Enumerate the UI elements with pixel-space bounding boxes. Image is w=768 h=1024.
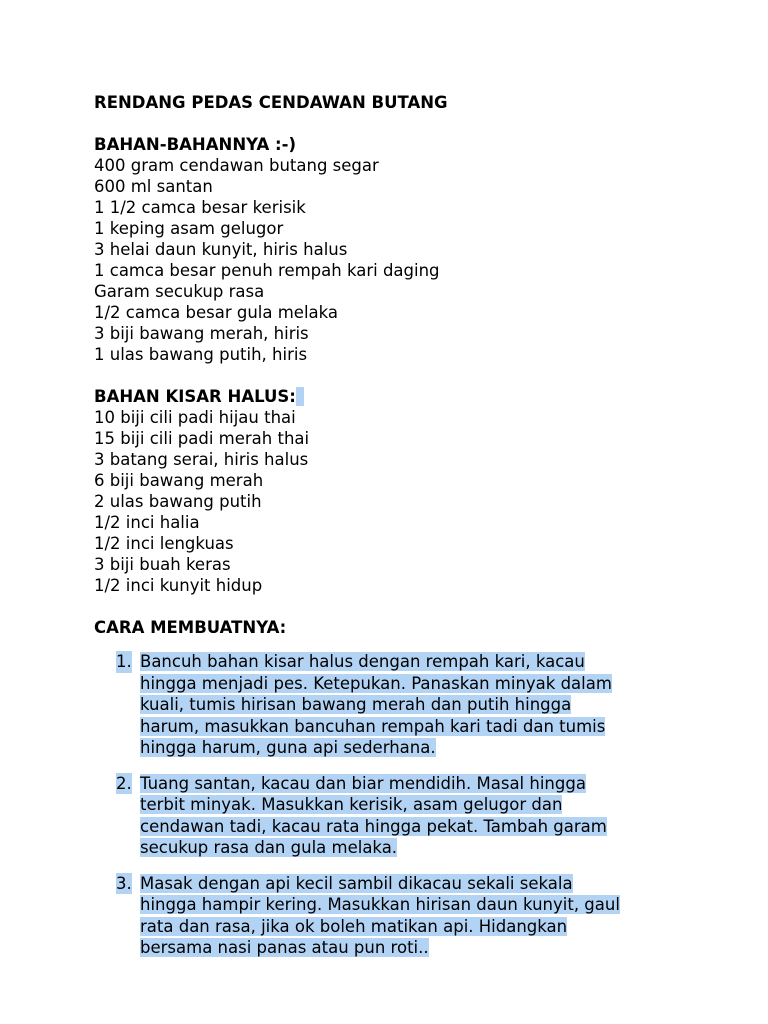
step-line: Bancuh bahan kisar halus dengan rempah kari, kacau — [140, 652, 585, 671]
step-line: hingga menjadi pes. Ketepukan. Panaskan minyak dalam — [140, 673, 612, 693]
ingredient-item: 1 camca besar penuh rempah kari daging — [94, 261, 440, 280]
ingredients-heading: BAHAN-BAHANNYA :-) — [94, 135, 296, 154]
ingredient-item: Garam secukup rasa — [94, 282, 265, 301]
document-page — [94, 92, 714, 973]
step-line: rata dan rasa, jika ok boleh matikan api. Hidangkan — [140, 916, 568, 936]
blend-item: 10 biji cili padi hijau thai — [94, 408, 296, 427]
method-step — [94, 873, 714, 959]
blend-heading-row — [94, 386, 714, 407]
recipe-title: RENDANG PEDAS CENDAWAN BUTANG — [94, 93, 448, 112]
blend-item: 1/2 inci halia — [94, 513, 200, 532]
step-text — [140, 651, 714, 759]
selection-cursor — [296, 387, 304, 406]
ingredient-item: 1 ulas bawang putih, hiris — [94, 345, 308, 364]
ingredient-item: 1 1/2 camca besar kerisik — [94, 198, 306, 217]
step-number: 2. — [116, 773, 132, 793]
ingredient-item: 1 keping asam gelugor — [94, 219, 284, 238]
blend-list — [94, 407, 714, 596]
blend-heading: BAHAN KISAR HALUS: — [94, 387, 296, 406]
step-line: cendawan tadi, kacau rata hingga pekat. Tambah garam — [140, 816, 607, 836]
step-line: harum, masukkan bancuhan rempah kari tadi dan tumis — [140, 716, 606, 736]
ingredient-item: 1/2 camca besar gula melaka — [94, 303, 339, 322]
step-line: hingga harum, guna api sederhana. — [140, 738, 436, 757]
blend-item: 3 batang serai, hiris halus — [94, 450, 309, 469]
step-number: 3. — [116, 873, 132, 893]
method-heading: CARA MEMBUATNYA: — [94, 618, 287, 637]
step-line: Tuang santan, kacau dan biar mendidih. Masal hingga — [140, 773, 586, 793]
ingredients-list — [94, 155, 714, 365]
ingredient-item: 400 gram cendawan butang segar — [94, 156, 379, 175]
step-line: hingga hampir kering. Masukkan hirisan daun kunyit, gaul — [140, 895, 620, 914]
blend-item: 2 ulas bawang putih — [94, 492, 262, 511]
blend-item: 6 biji bawang merah — [94, 471, 264, 490]
step-number: 1. — [116, 652, 132, 671]
method-step — [94, 651, 714, 759]
step-line: terbit minyak. Masukkan kerisik, asam gelugor dan — [140, 795, 563, 814]
ingredient-item: 3 biji bawang merah, hiris — [94, 324, 309, 343]
step-line: Masak dengan api kecil sambil dikacau sekali sekala — [140, 873, 573, 893]
step-text — [140, 873, 714, 959]
step-line: secukup rasa dan gula melaka. — [140, 838, 398, 857]
blend-item: 3 biji buah keras — [94, 555, 231, 574]
blend-item: 15 biji cili padi merah thai — [94, 429, 310, 448]
method-steps — [94, 651, 714, 959]
ingredient-item: 3 helai daun kunyit, hiris halus — [94, 240, 348, 259]
ingredient-item: 600 ml santan — [94, 177, 213, 196]
step-text — [140, 773, 714, 859]
method-step — [94, 773, 714, 859]
step-line: bersama nasi panas atau pun roti.. — [140, 938, 429, 957]
blend-item: 1/2 inci lengkuas — [94, 534, 234, 553]
blend-item: 1/2 inci kunyit hidup — [94, 576, 263, 595]
step-line: kuali, tumis hirisan bawang merah dan putih hingga — [140, 695, 572, 714]
